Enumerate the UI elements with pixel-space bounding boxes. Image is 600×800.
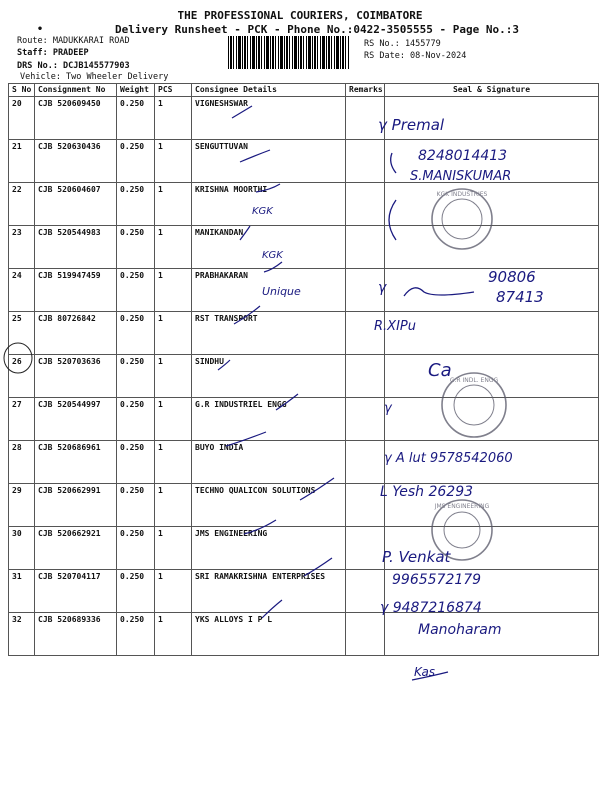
stamp-jms-text: JMS ENGINEERING (434, 503, 490, 510)
cell-signature (385, 398, 599, 441)
cell-weight: 0.250 (117, 226, 155, 269)
cell-sno: 30 (9, 527, 35, 570)
signature-24-num-a: 90806 (488, 268, 536, 286)
cell-remarks (346, 441, 385, 484)
cell-remarks (346, 527, 385, 570)
table-row (9, 398, 599, 441)
cell-pcs: 1 (155, 527, 192, 570)
cell-remarks (346, 97, 385, 140)
cell-weight: 0.250 (117, 140, 155, 183)
cell-weight: 0.250 (117, 398, 155, 441)
table-row (9, 527, 599, 570)
cell-sno: 23 (9, 226, 35, 269)
route-label: Route: MADUKKARAI ROAD (17, 36, 130, 46)
cell-weight: 0.250 (117, 312, 155, 355)
cell-consignee: TECHNO QUALICON SOLUTIONS (192, 484, 346, 527)
cell-signature (385, 97, 599, 140)
cell-weight: 0.250 (117, 355, 155, 398)
cell-pcs: 1 (155, 97, 192, 140)
cell-pcs: 1 (155, 441, 192, 484)
cell-pcs: 1 (155, 613, 192, 656)
cell-consignment: CJB 520544997 (35, 398, 117, 441)
signature-21-phone: 8248014413 (418, 148, 508, 164)
barcode (228, 36, 350, 69)
cell-signature (385, 269, 599, 312)
col-header-remarks: Remarks (346, 84, 385, 97)
cell-consignee: G.R INDUSTRIEL ENGG (192, 398, 346, 441)
cell-consignee: RST TRANSPORT (192, 312, 346, 355)
cell-signature (385, 183, 599, 226)
table-row (9, 484, 599, 527)
cell-sno: 31 (9, 570, 35, 613)
cell-sno: 24 (9, 269, 35, 312)
footer-initials: Kas (414, 665, 436, 679)
cell-sno: 25 (9, 312, 35, 355)
cell-consignee: SENGUTTUVAN (192, 140, 346, 183)
col-header-consignee: Consignee Details (192, 84, 346, 97)
cell-pcs: 1 (155, 269, 192, 312)
cell-weight: 0.250 (117, 484, 155, 527)
cell-weight: 0.250 (117, 613, 155, 656)
signature-20: γ Premal (378, 116, 445, 134)
cell-signature (385, 312, 599, 355)
col-header-sno: S No (9, 84, 35, 97)
cell-remarks (346, 226, 385, 269)
table-row (9, 183, 599, 226)
cell-weight: 0.250 (117, 527, 155, 570)
staff-label: Staff: PRADEEP (17, 48, 89, 58)
cell-remarks (346, 140, 385, 183)
cell-consignee: PRABHAKARAN (192, 269, 346, 312)
cell-consignment: CJB 80726842 (35, 312, 117, 355)
cell-consignment: CJB 520662921 (35, 527, 117, 570)
cell-consignee: BUYO INDIA (192, 441, 346, 484)
cell-signature (385, 613, 599, 656)
cell-consignment: CJB 520604607 (35, 183, 117, 226)
cell-weight: 0.250 (117, 97, 155, 140)
signature-31-phone: 9965572179 (392, 572, 482, 588)
cell-weight: 0.250 (117, 269, 155, 312)
runsheet-table (8, 83, 599, 656)
cell-consignee: KRISHNA MOORTHI (192, 183, 346, 226)
signature-31-name: P. Venkat (382, 548, 451, 566)
cell-remarks (346, 183, 385, 226)
cell-weight: 0.250 (117, 570, 155, 613)
col-header-consignment: Consignment No (35, 84, 117, 97)
signature-28: γ A lut 9578542060 (384, 451, 513, 466)
col-header-pcs: PCS (155, 84, 192, 97)
cell-sno: 21 (9, 140, 35, 183)
cell-remarks (346, 570, 385, 613)
footer-underline (412, 672, 448, 680)
vehicle-label: Vehicle: Two Wheeler Delivery (20, 72, 169, 82)
signature-27-mark: γ (384, 401, 392, 416)
cell-remarks (346, 312, 385, 355)
cell-remarks (346, 484, 385, 527)
cell-weight: 0.250 (117, 441, 155, 484)
signature-21-name: S.MANISKUMAR (410, 169, 512, 184)
col-header-seal: Seal & Signature (385, 84, 599, 97)
cell-sno: 26 (9, 355, 35, 398)
signature-24-num-b: 87413 (496, 288, 544, 306)
handwritten-note-24: Unique (262, 285, 301, 298)
cell-sno: 20 (9, 97, 35, 140)
table-row (9, 312, 599, 355)
cell-pcs: 1 (155, 140, 192, 183)
cell-signature (385, 355, 599, 398)
company-title: THE PROFESSIONAL COURIERS, COIMBATORE (177, 9, 423, 22)
rs-number: RS No.: 1455779 (364, 39, 441, 49)
handwritten-note-23: KGK (262, 250, 283, 261)
cell-sno: 28 (9, 441, 35, 484)
cell-consignee: VIGNESHSWAR (192, 97, 346, 140)
table-row (9, 441, 599, 484)
cell-signature (385, 441, 599, 484)
cell-remarks (346, 398, 385, 441)
cell-consignee: JMS ENGINEERING (192, 527, 346, 570)
cell-consignment: CJB 520686961 (35, 441, 117, 484)
cell-consignment: CJB 520662991 (35, 484, 117, 527)
cell-consignment: CJB 520703636 (35, 355, 117, 398)
stamp-kgk-text: KGK INDUSTRIES (436, 191, 488, 198)
cell-pcs: 1 (155, 570, 192, 613)
cell-pcs: 1 (155, 484, 192, 527)
handwritten-note-22: KGK (252, 206, 273, 217)
cell-consignment: CJB 520544983 (35, 226, 117, 269)
cell-signature (385, 527, 599, 570)
table-row (9, 226, 599, 269)
cell-consignment: CJB 520704117 (35, 570, 117, 613)
table-row (9, 269, 599, 312)
cell-pcs: 1 (155, 355, 192, 398)
cell-sno: 29 (9, 484, 35, 527)
cell-signature (385, 140, 599, 183)
stamp-gr-text: G.R INDL. ENGG (449, 377, 499, 384)
cell-pcs: 1 (155, 183, 192, 226)
table-row (9, 570, 599, 613)
cell-sno: 32 (9, 613, 35, 656)
cell-remarks (346, 269, 385, 312)
cell-consignee: MANIKANDAN (192, 226, 346, 269)
cell-pcs: 1 (155, 398, 192, 441)
cell-signature (385, 484, 599, 527)
rs-date: RS Date: 08-Nov-2024 (364, 51, 467, 61)
col-header-weight: Weight (117, 84, 155, 97)
cell-consignment: CJB 519947459 (35, 269, 117, 312)
runsheet-title: Delivery Runsheet - PCK - Phone No.:0422-3505555 - Page No.:3 (115, 23, 519, 36)
table-row (9, 140, 599, 183)
signature-25: R.XIPu (374, 319, 416, 334)
signature-32-phone: γ 9487216874 (380, 600, 482, 616)
cell-remarks (346, 613, 385, 656)
cell-consignment: CJB 520689336 (35, 613, 117, 656)
signature-26: Ca (428, 360, 452, 381)
header-bullet: • (37, 24, 44, 35)
drs-number: DRS No.: DCJB145577903 (17, 61, 130, 71)
table-row (9, 613, 599, 656)
signature-29: L Yesh 26293 (380, 484, 474, 500)
table-row (9, 97, 599, 140)
cell-weight: 0.250 (117, 183, 155, 226)
cell-consignee: SRI RAMAKRISHNA ENTERPRISES (192, 570, 346, 613)
cell-consignment: CJB 520630436 (35, 140, 117, 183)
cell-signature (385, 570, 599, 613)
cell-pcs: 1 (155, 312, 192, 355)
table-row (9, 355, 599, 398)
cell-sno: 27 (9, 398, 35, 441)
cell-sno: 22 (9, 183, 35, 226)
cell-consignee: YKS ALLOYS I P L (192, 613, 346, 656)
cell-consignee: SINDHU (192, 355, 346, 398)
cell-pcs: 1 (155, 226, 192, 269)
cell-signature (385, 226, 599, 269)
table-header-row (9, 84, 599, 97)
signature-32-name: Manoharam (418, 622, 502, 638)
signature-24-mark: γ (378, 280, 387, 296)
cell-remarks (346, 355, 385, 398)
cell-consignment: CJB 520609450 (35, 97, 117, 140)
